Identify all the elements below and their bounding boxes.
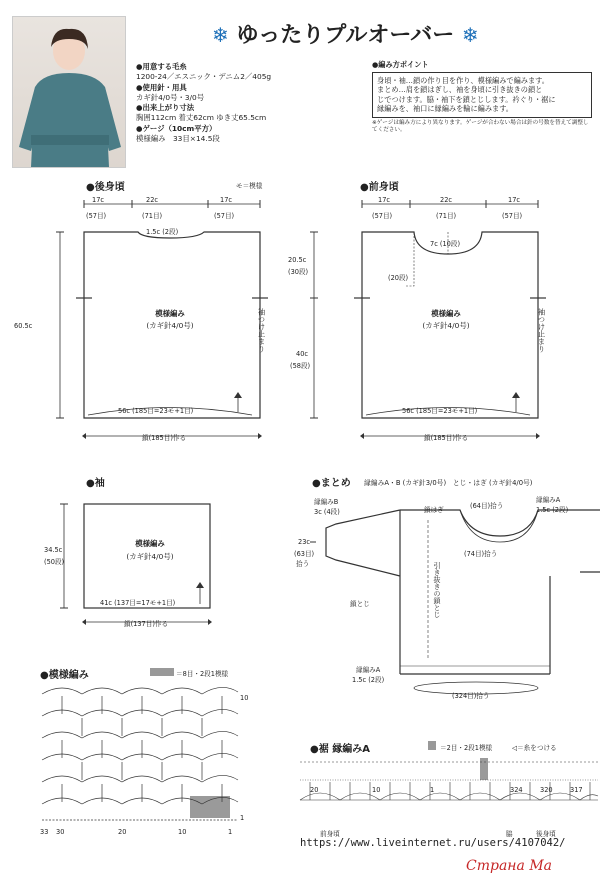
front-width: 22c [440,196,453,204]
front-title: ●前身頃 [360,182,399,193]
snowflake-icon: ❄ [461,23,479,47]
edge-a-label: 縁編みA [536,496,561,504]
back-width: 17c [220,196,233,204]
edging-num: 320 [540,786,553,794]
hem-edge-label: 縁編みA [356,666,381,674]
shoulder-label: 鎖はぎ [424,506,444,514]
yarn-label: ●用意する毛糸 [136,62,187,71]
front-stitch: (57目) [502,212,523,220]
pattern-num: 30 [56,828,65,836]
pattern-row-num: 10 [240,694,249,702]
front-sleeve-mark: 袖つけ止まり [537,308,546,353]
back-stitch: (71目) [142,212,163,220]
edging-num: 10 [372,786,381,794]
edging-chart [298,756,600,826]
edging-num: 317 [570,786,583,794]
watermark-text: Страна Ма [466,858,552,874]
assembly-title: ●まとめ [312,478,351,489]
size-label: ●出来上がり寸法 [136,103,195,113]
pattern-row-num: 1 [240,814,245,822]
edging-legend2: ◁＝糸をつける [512,744,557,752]
front-upper: 20.5c [288,256,307,264]
back-width: 17c [92,196,105,204]
edging-label-back: 後身頃 [536,830,556,838]
edging-title: ●裾 縁編みA [310,744,370,755]
sleeve-diagram [40,494,230,634]
pattern-legend-swatch [150,668,174,676]
front-bottom: 56c (185目=23モ+1目) [402,407,478,415]
front-pattern: 模様編み [431,309,461,318]
cuff-stitches: (63目) [294,550,315,558]
front-neck-rows: (20段) [388,274,409,282]
points-line: まとめ…肩を鎖はぎし、袖を身頃に引き抜きの鎖と [377,85,543,95]
front-neck-depth: 7c (10段) [430,240,461,248]
title-text: ゆったりプルオーバー [236,23,455,48]
pattern-num: 20 [118,828,127,836]
page-title [212,18,479,49]
points-note: ※ゲージは編み方により異なります。ゲージが合わない場合は針の号数を替えて調整してください。 [372,119,589,133]
size-value: 胸囲112cm 着丈62cm ゆき丈65.5cm [136,113,267,123]
cuff-width: 23c [298,538,311,546]
front-width: 17c [508,196,521,204]
sleeve-bottom: 41c (137目=17モ+1目) [100,599,176,607]
side-seam-label: 鎖とじ [350,600,370,608]
gauge-value: 模様編み 33目×14.5段 [136,134,220,144]
front-upper-rows: (30段) [288,268,309,276]
back-pattern: 模様編み [155,309,185,318]
edging-legend-swatch [428,741,436,750]
back-neck: 1.5c (2段) [146,228,179,236]
assembly-subtitle: 縁編みA・B (カギ針3/0号) とじ・はぎ (カギ針4/0号) [364,479,533,487]
gauge-label: ●ゲージ（10cm平方） [136,123,217,133]
sleeve-hook: (カギ針4/0号) [126,552,174,561]
pattern-num: 33 [40,828,49,836]
hem-pick-label: (324目)拾う [452,692,490,700]
pattern-title: ●模様編み [40,670,89,681]
pattern-legend: ＝8目・2段1模様 [176,670,229,678]
back-hook: (カギ針4/0号) [146,321,194,330]
neck-pick-label: (64目)拾う [470,502,504,510]
assembly-diagram [300,490,600,710]
points-line: じでつけます。脇・袖下を鎖とじします。衿ぐり・裾に [377,94,556,104]
back-bottom: 56c (185目=23モ+1目) [118,407,194,415]
pattern-num: 1 [228,828,233,836]
sleeve-height: 34.5c [44,546,63,554]
front-stitch: (57目) [372,212,393,220]
pattern-chart [40,684,240,826]
back-legend: モ＝模様 [236,182,263,190]
edge-b-label: 縁編みB [314,498,339,506]
back-height: 60.5c [14,322,33,330]
join-label: 引き抜きの鎖とじ [433,562,441,618]
points-title: ●編み方ポイント [372,60,429,69]
sleeve-rows: (50段) [44,558,65,566]
snowflake-icon: ❄ [212,23,229,47]
edge-b-size: 3c (4段) [314,508,340,516]
tools-value: カギ針4/0号・3/0号 [136,92,205,102]
edging-label-front: 前身頃 [320,830,340,838]
front-chain: 鎖(185目)作る [424,434,469,442]
back-sleeve-mark: 袖つけ止まり [257,308,266,353]
edging-label-side: 脇 [506,830,513,838]
materials-block [136,62,271,144]
cuff-pick: 拾う [296,560,310,568]
back-chain: 鎖(185目)作る [142,434,187,442]
points-line: 縁編みを、袖口に縁編みを輪に編みます。 [377,104,513,114]
sleeve-chain: 鎖(137目)作る [124,620,169,628]
front-stitch: (71目) [436,212,457,220]
points-line: 身頃・袖…鎖の作り目を作り、模様編みで編みます。 [377,76,549,85]
front-lower: 40c [296,350,309,358]
hem-edge-size: 1.5c (2段) [352,676,385,684]
front-lower-rows: (58段) [290,362,311,370]
pattern-num: 10 [178,828,187,836]
points-box [372,72,592,118]
front-hook: (カギ針4/0号) [422,321,470,330]
edging-num: 20 [310,786,319,794]
tools-label: ●使用針・用具 [136,82,187,92]
yarn-value: 1200-24／エスニック・デニム2／405g [136,72,272,82]
edging-legend: ＝2目・2段1模様 [440,744,493,752]
sleeve-title: ●袖 [86,478,105,489]
front-width: 17c [378,196,391,204]
back-width: 22c [146,196,159,204]
model-illustration [13,17,125,167]
model-photo [12,16,126,168]
neck-pick2-label: (74目)拾う [464,550,498,558]
sleeve-pattern: 模様編み [135,539,165,548]
back-title: ●後身頃 [86,182,125,193]
source-url: https://www.liveinternet.ru/users/4107042/ [300,837,566,849]
points-block [372,60,592,134]
back-stitch: (57目) [214,212,235,220]
back-stitch: (57目) [86,212,107,220]
edging-num: 324 [510,786,523,794]
edging-num: 1 [430,786,435,794]
edge-a-size: 1.5c (2段) [536,506,569,514]
